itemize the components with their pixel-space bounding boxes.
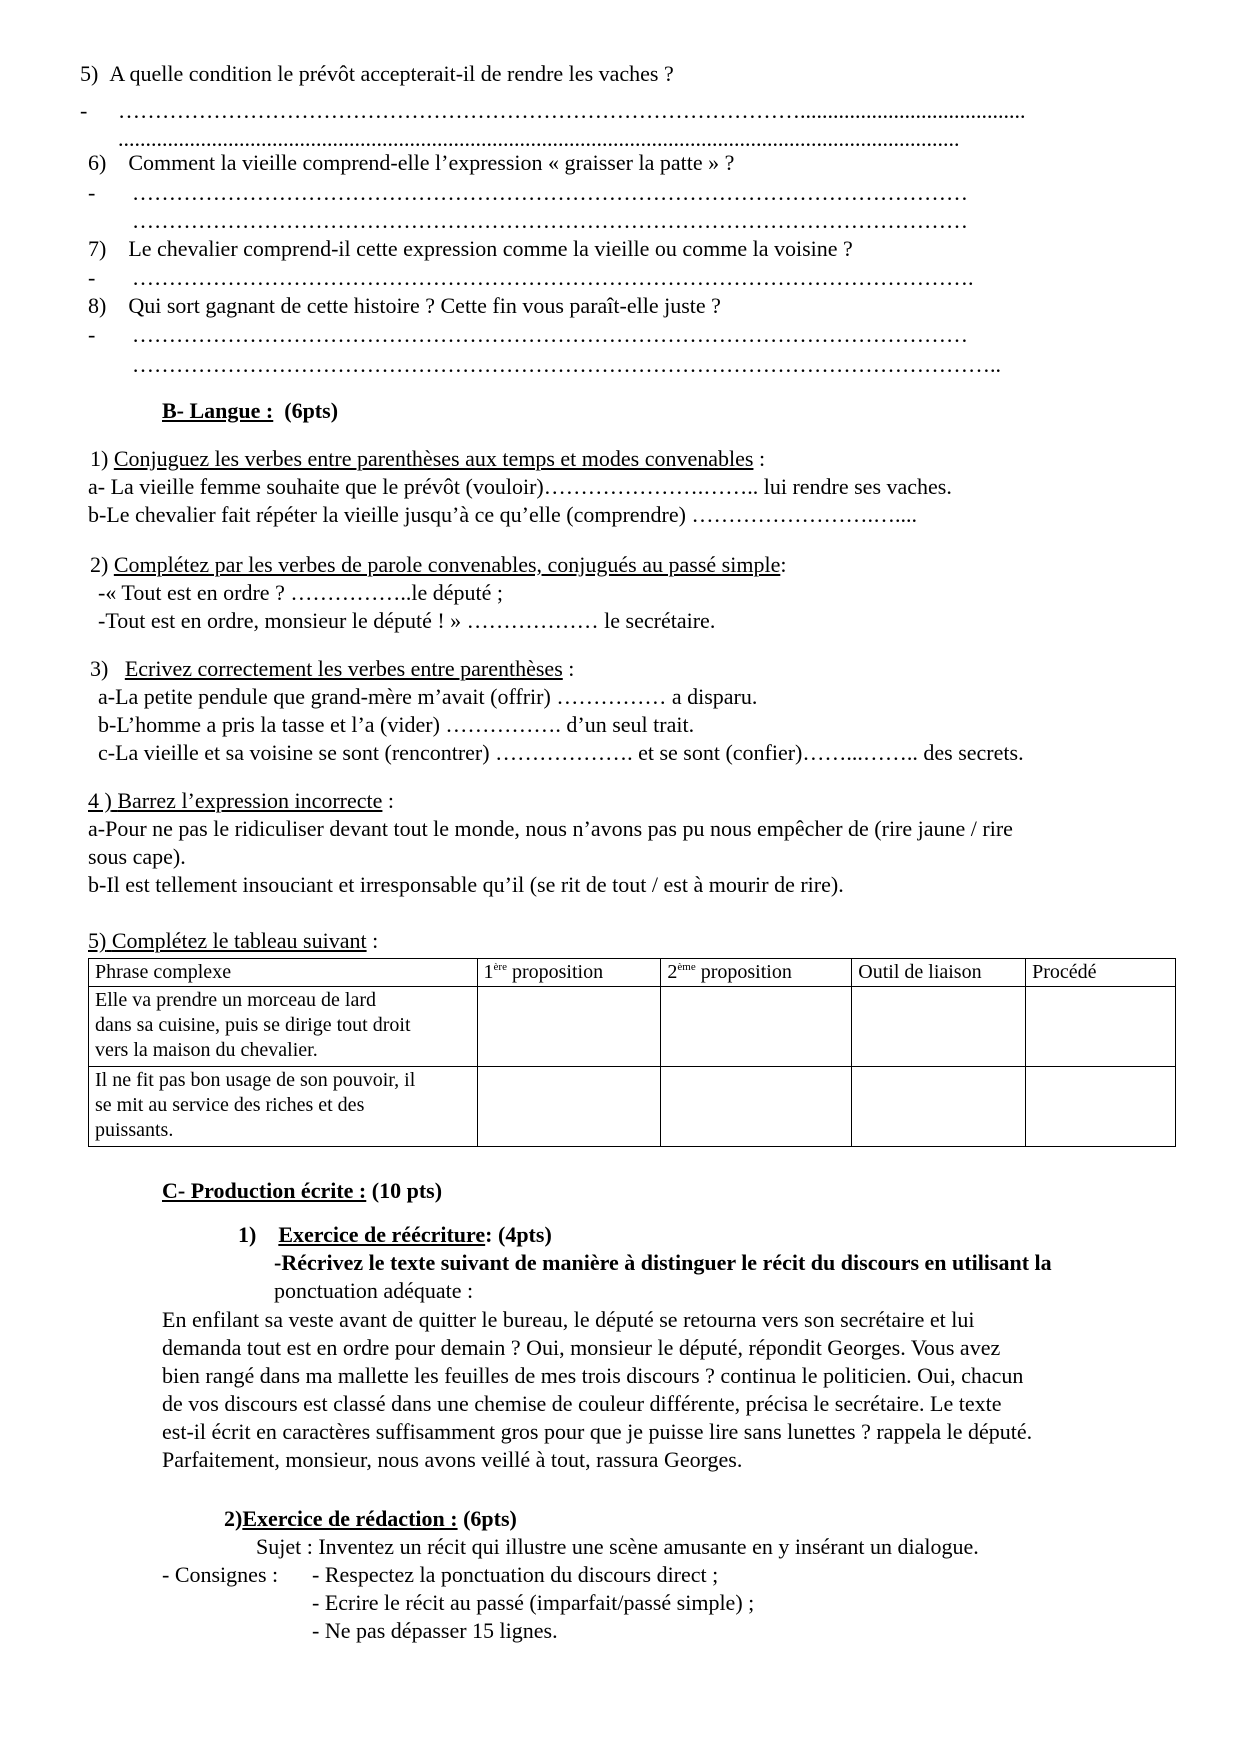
answer-dash: - — [80, 98, 88, 123]
exercise-redaction-title: 2)Exercice de rédaction : (6pts) — [224, 1506, 517, 1531]
consigne-item: - Ecrire le récit au passé (imparfait/passé simple) ; — [312, 1590, 755, 1615]
answer-cell[interactable] — [852, 987, 1026, 1067]
exercise-4-a-line1: a-Pour ne pas le ridiculiser devant tout le monde, nous n’avons pas pu nous empêcher de (rire jaune / rire — [88, 816, 1013, 841]
exercise-4-instruction: 4 ) Barrez l’expression incorrecte : — [88, 788, 395, 813]
question-7: 7) Le chevalier comprend-il cette expression comme la vieille ou comme la voisine ? — [88, 236, 853, 261]
exercise-reecriture-title: 1) Exercice de réécriture: (4pts) — [238, 1222, 552, 1247]
answer-cell[interactable] — [661, 987, 852, 1067]
exercise-3-c: c-La vieille et sa voisine se sont (rencontrer) ………………. et se sont (confier)……...…….. des secrets. — [98, 740, 1024, 765]
exercise-2-line2: -Tout est en ordre, monsieur le député ! » ……………… le secrétaire. — [98, 608, 716, 633]
consigne-item: - Ne pas dépasser 15 lignes. — [312, 1618, 558, 1643]
question-6: 6) Comment la vieille comprend-elle l’expression « graisser la patte » ? — [88, 150, 735, 175]
answer-line: …………………………………………………………………………………………………… — [132, 180, 968, 205]
consignes-label: - Consignes : — [162, 1562, 279, 1587]
exercise-1-instruction: 1) Conjuguez les verbes entre parenthèses aux temps et modes convenables : — [90, 446, 766, 471]
answer-cell[interactable] — [1026, 987, 1176, 1067]
answer-dash: - — [88, 265, 96, 290]
phrase-cell: Elle va prendre un morceau de lard dans sa cuisine, puis se dirige tout droit vers la maison du chevalier. — [89, 987, 478, 1067]
answer-cell[interactable] — [1026, 1067, 1176, 1147]
answer-line: ……………………………………………………………………………………………………….. — [132, 352, 1001, 377]
exercise-2-instruction: 2) Complétez par les verbes de parole convenables, conjugués au passé simple: — [90, 552, 787, 577]
exercise-5-instruction: 5) Complétez le tableau suivant : — [88, 928, 379, 953]
reecriture-text-line: bien rangé dans ma mallette les feuilles de mes trois discours ? continua le politicien. Oui, chacun — [162, 1363, 1024, 1388]
header-phrase-complexe: Phrase complexe — [89, 959, 478, 987]
question-5: 5) A quelle condition le prévôt accepterait-il de rendre les vaches ? — [80, 61, 674, 86]
exercise-1-a: a- La vieille femme souhaite que le prévôt (vouloir)………………….…….. lui rendre ses vaches. — [88, 474, 952, 499]
answer-dash: - — [88, 180, 96, 205]
reecriture-text-line: En enfilant sa veste avant de quitter le bureau, le député se retourna vers son secrétaire et lui — [162, 1307, 975, 1332]
answer-cell[interactable] — [477, 987, 661, 1067]
answer-line: …………………………………………………………………………………………………… — [132, 208, 968, 233]
reecriture-instruction-line2: ponctuation adéquate : — [274, 1278, 474, 1303]
exercise-1-b: b-Le chevalier fait répéter la vieille jusqu’à ce qu’elle (comprendre) …………………….….... — [88, 502, 917, 527]
table-row — [89, 1067, 1176, 1147]
table-row — [89, 987, 1176, 1067]
phrase-cell: Il ne fit pas bon usage de son pouvoir, il se mit au service des riches et des puissants. — [89, 1067, 478, 1147]
exercise-3-a: a-La petite pendule que grand-mère m’avait (offrir) …………… a disparu. — [98, 684, 758, 709]
section-b-title: B- Langue : (6pts) — [162, 398, 339, 423]
exercise-4-a-line2: sous cape). — [88, 844, 186, 869]
answer-cell[interactable] — [661, 1067, 852, 1147]
header-outil-liaison: Outil de liaison — [852, 959, 1026, 987]
question-8: 8) Qui sort gagnant de cette histoire ? Cette fin vous paraît-elle juste ? — [88, 293, 721, 318]
answer-line: …………………………………………………………………………………......................................... — [118, 98, 1026, 123]
reecriture-text-line: demanda tout est en ordre pour demain ? Oui, monsieur le député, répondit Georges. Vous avez — [162, 1335, 1001, 1360]
exercise-4-b: b-Il est tellement insouciant et irresponsable qu’il (se rit de tout / est à mourir de rire). — [88, 872, 844, 897]
reecriture-text-line: Parfaitement, monsieur, nous avons veillé à tout, rassura Georges. — [162, 1447, 743, 1472]
answer-dash: - — [88, 322, 96, 347]
answer-line: ......................................................................................................................................................... — [118, 126, 960, 151]
exercise-3-b: b-L’homme a pris la tasse et l’a (vider) ……………. d’un seul trait. — [98, 712, 695, 737]
header-first-proposition: 1ère proposition — [477, 959, 661, 987]
analysis-table — [88, 958, 1176, 1147]
reecriture-instruction-line1: -Récrivez le texte suivant de manière à distinguer le récit du discours en utilisant la — [274, 1250, 1052, 1275]
answer-cell[interactable] — [852, 1067, 1026, 1147]
answer-line: ……………………………………………………………………………………………………. — [132, 265, 974, 290]
exercise-2-line1: -« Tout est en ordre ? ……………..le député ; — [98, 580, 503, 605]
table-header-row — [89, 959, 1176, 987]
consigne-item: - Respectez la ponctuation du discours direct ; — [312, 1562, 719, 1587]
answer-line: …………………………………………………………………………………………………… — [132, 322, 968, 347]
section-c-title: C- Production écrite : (10 pts) — [162, 1178, 443, 1203]
header-procede: Procédé — [1026, 959, 1176, 987]
exercise-3-instruction: 3) Ecrivez correctement les verbes entre parenthèses : — [90, 656, 575, 681]
answer-cell[interactable] — [477, 1067, 661, 1147]
reecriture-text-line: est-il écrit en caractères suffisamment gros pour que je puisse lire sans lunettes ? rappela le député. — [162, 1419, 1033, 1444]
header-second-proposition: 2ème proposition — [661, 959, 852, 987]
redaction-sujet: Sujet : Inventez un récit qui illustre une scène amusante en y insérant un dialogue. — [256, 1534, 979, 1559]
reecriture-text-line: de vos discours est classé dans une chemise de couleur différente, précisa le secrétaire. Le texte — [162, 1391, 1002, 1416]
